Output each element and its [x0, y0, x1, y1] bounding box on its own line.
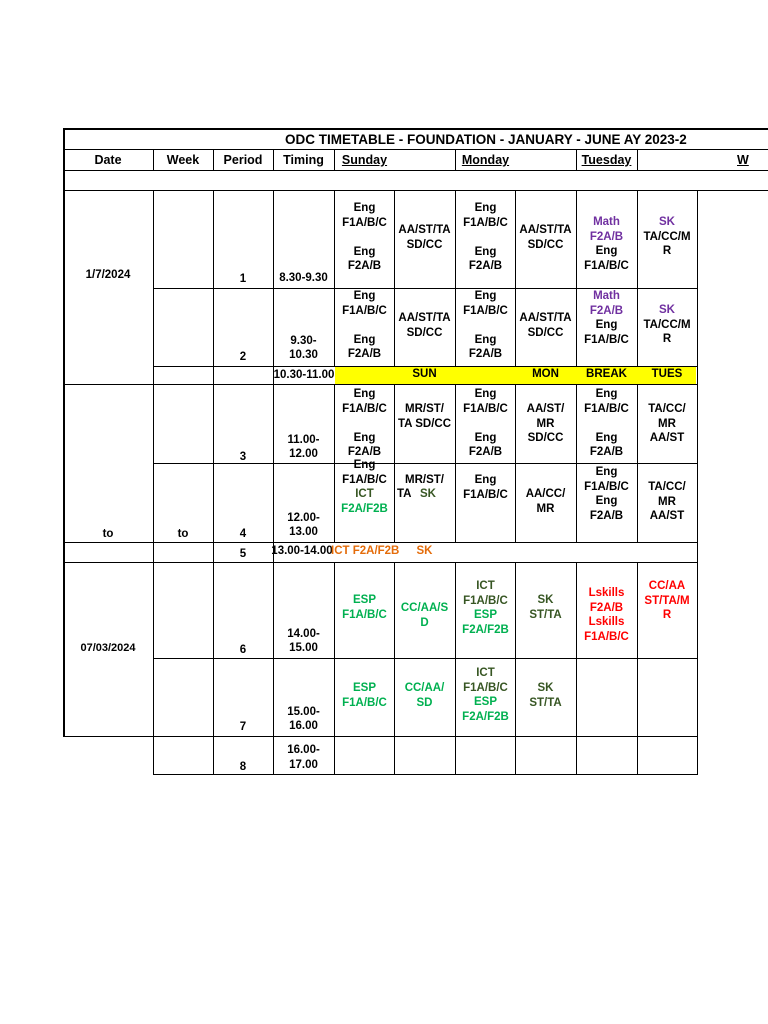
header-monday: Monday — [455, 149, 516, 170]
header-sunday: Sunday — [334, 149, 395, 170]
cell-line-p2-mon1: Eng — [474, 290, 497, 302]
timing-p4-end: 13.00 — [289, 526, 318, 538]
header-tuesday: Tuesday — [576, 149, 637, 170]
cell-line-p3-mon1: F1A/B/C — [463, 402, 508, 415]
cell-line-p1-tue1: F2A/B — [589, 230, 624, 243]
header-period: Period — [213, 149, 273, 170]
period-number: 1 — [239, 273, 247, 285]
cell-line-p4-tue2: AA/ST — [649, 510, 685, 522]
cell-line-p1-mon2: AA/ST/TA — [519, 224, 572, 236]
cell-line-p3-sun1: F2A/B — [347, 446, 382, 458]
cell-line-p2-mon1: Eng — [474, 333, 497, 346]
timing-p6-end: 15.00 — [289, 642, 318, 654]
cell-line-p1-tue1: F1A/B/C — [584, 259, 629, 272]
cell-line-p2-mon2: AA/ST/TA — [519, 312, 572, 324]
date-to: to — [102, 528, 114, 540]
cell-line-p4-sun1: F2A/F2B — [341, 502, 388, 515]
cell-line-p7-sun1: ESP — [352, 682, 376, 694]
cell-line-p1-tue1: Math — [593, 216, 620, 228]
cell-line-p3-sun2: TA SD/CC — [397, 417, 452, 430]
cell-line-p2-sun1: F1A/B/C — [342, 304, 387, 317]
cell-line-p1-sun1: Eng — [353, 202, 376, 214]
cell-line-p4-sun1: Eng — [353, 459, 376, 471]
timing-p6-start: 14.00- — [287, 628, 320, 640]
cell-line-p6-tue2: R — [662, 609, 672, 621]
cell-line-p1-mon1: Eng — [474, 245, 497, 258]
cell-line-p4-mon2: MR — [536, 502, 555, 515]
cell-line-p6-tue1: Lskills — [588, 587, 625, 599]
cell-line-p3-tue2: AA/ST — [649, 432, 685, 444]
cell-line-p4-sun1: F1A/B/C — [342, 473, 387, 486]
period-number: 5 — [239, 548, 247, 560]
cell-line-p1-sun2: AA/ST/TA — [398, 224, 451, 236]
cell-line-p3-sun1: F1A/B/C — [342, 402, 387, 415]
cell-line-p4-tue1: Eng — [595, 495, 618, 507]
period-number: 7 — [239, 721, 247, 733]
cell-line-p4-tue2: TA/CC/ — [648, 481, 686, 493]
cell-line-p3-mon2: SD/CC — [527, 432, 564, 444]
cell-line-p7-sun1: F1A/B/C — [342, 696, 387, 709]
cell-line-p6-mon1: F1A/B/C — [463, 594, 508, 607]
period-number: 3 — [239, 451, 247, 463]
cell-line-p6-tue2: ST/TA/M — [644, 594, 690, 607]
cell-line-p7-mon1: ICT — [476, 667, 495, 679]
timing-p5: 13.00-14.00 — [271, 545, 333, 557]
cell-line-p2-mon1: F2A/B — [468, 348, 503, 360]
cell-line-p1-mon1: F2A/B — [468, 260, 503, 272]
cell-line-p3-tue1: Eng — [595, 388, 618, 400]
cell-line-p2-sun1: Eng — [353, 290, 376, 302]
cell-line-p6-sun2: D — [420, 616, 429, 629]
cell-line-p4-mon1: F1A/B/C — [463, 488, 508, 501]
cell-line-p2-tue1: Eng — [595, 319, 618, 331]
break-label-mon: MON — [532, 368, 559, 380]
timing-p1: 8.30-9.30 — [279, 272, 328, 284]
cell-line-p3-mon2: AA/ST/ — [526, 403, 565, 415]
cell-line-p3-tue1: Eng — [595, 431, 618, 444]
cell-line-p3-sun2: MR/ST/ — [405, 403, 444, 415]
header-wednesday: W — [737, 149, 768, 170]
cell-line-p2-tue2: R — [662, 333, 672, 345]
timing-p2-start: 9.30- — [290, 335, 317, 347]
timing-p3-start: 11.00- — [287, 434, 320, 446]
timing-p3-end: 12.00 — [289, 448, 318, 460]
cell-line-p1-tue1: Eng — [595, 245, 618, 257]
cell-line-p3-mon1: F2A/B — [468, 446, 503, 458]
cell-line-p2-sun1: Eng — [353, 333, 376, 346]
date-end: 07/03/2024 — [80, 642, 136, 654]
cell-line-p7-mon2: ST/TA — [529, 696, 562, 709]
week-to: to — [177, 528, 189, 540]
cell-line-p1-sun2: SD/CC — [406, 238, 443, 251]
cell-line-p2-sun2: SD/CC — [406, 326, 443, 339]
cell-line-p3-mon1: Eng — [474, 388, 497, 400]
cell-line-p4-mon1: Eng — [474, 474, 497, 486]
header-week: Week — [153, 149, 213, 170]
cell-line-p2-tue1: F1A/B/C — [584, 333, 629, 346]
cell-line-p2-sun2: AA/ST/TA — [398, 312, 451, 324]
timing-p8-end: 17.00 — [289, 759, 318, 771]
cell-line-p1-mon2: SD/CC — [527, 238, 564, 251]
cell-line-p4-tue1: F2A/B — [589, 509, 624, 522]
cell-line-p3-tue1: F1A/B/C — [584, 402, 629, 415]
timing-p2-end: 10.30 — [289, 349, 318, 361]
cell-line-p4-tue1: F1A/B/C — [584, 480, 629, 493]
header-date: Date — [63, 149, 153, 170]
p5-ict-cell: ICT F2A/F2B — [331, 545, 400, 557]
cell-line-p3-sun1: Eng — [353, 388, 376, 400]
cell-line-p1-tue2: SK — [659, 216, 675, 228]
cell-line-p7-mon2: SK — [537, 682, 554, 694]
timing-p8-start: 16.00- — [287, 744, 320, 756]
cell-line-p4-mon2: AA/CC/ — [525, 488, 566, 500]
cell-line-p2-tue2: TA/CC/M — [643, 318, 691, 331]
cell-line-p3-tue2: MR — [658, 417, 676, 430]
cell-line-p1-tue2: R — [662, 245, 672, 257]
p4-sun-staff-1: MR/ST/ — [405, 474, 444, 486]
cell-line-p6-mon1: ESP — [473, 609, 497, 621]
cell-line-p6-tue1: F2A/B — [589, 601, 624, 614]
title-row — [63, 128, 768, 149]
cell-line-p6-mon1: ICT — [476, 580, 495, 592]
cell-line-p4-tue2: MR — [658, 495, 676, 508]
break-label-tues: TUES — [651, 368, 683, 380]
cell-line-p6-sun1: F1A/B/C — [342, 608, 387, 621]
timing-p4-start: 12.00- — [287, 512, 320, 524]
cell-line-p7-mon1: F1A/B/C — [463, 681, 508, 694]
cell-line-p1-sun1: Eng — [353, 245, 376, 258]
break-label-sun: SUN — [412, 368, 437, 380]
p4-sun-staff-sk: SK — [420, 488, 436, 500]
p4-sun-staff-2: TA — [397, 488, 412, 500]
period-number: 8 — [239, 761, 247, 773]
cell-line-p6-sun1: ESP — [352, 594, 376, 606]
timing-p7-start: 15.00- — [287, 706, 320, 718]
cell-line-p6-mon2: ST/TA — [529, 608, 562, 621]
cell-line-p3-tue1: F2A/B — [589, 446, 624, 458]
cell-line-p1-mon1: Eng — [474, 202, 497, 214]
cell-line-p4-sun1: ICT — [355, 488, 374, 500]
cell-line-p2-tue2: SK — [659, 304, 675, 316]
p5-sk-cell: SK — [416, 545, 433, 557]
cell-line-p6-mon2: SK — [537, 594, 554, 606]
cell-line-p6-mon1: F2A/F2B — [462, 623, 509, 636]
cell-line-p2-mon2: SD/CC — [527, 326, 564, 339]
cell-line-p7-sun2: SD — [416, 696, 433, 709]
timing-p7-end: 16.00 — [289, 720, 318, 732]
break-label-break: BREAK — [586, 368, 627, 380]
cell-line-p6-tue1: F1A/B/C — [584, 630, 629, 643]
cell-line-p2-tue1: F2A/B — [589, 304, 624, 317]
period-number: 4 — [239, 528, 247, 540]
page-title: ODC TIMETABLE - FOUNDATION - JANUARY - JUNE AY 2023-2 — [285, 132, 687, 147]
cell-line-p3-mon1: Eng — [474, 431, 497, 444]
cell-line-p1-sun1: F2A/B — [347, 260, 382, 272]
cell-line-p1-mon1: F1A/B/C — [463, 216, 508, 229]
cell-line-p7-sun2: CC/AA/ — [404, 682, 445, 694]
cell-line-p6-tue2: CC/AA — [648, 580, 686, 592]
cell-line-p1-sun1: F1A/B/C — [342, 216, 387, 229]
cell-line-p3-mon2: MR — [536, 417, 555, 430]
cell-line-p7-mon1: ESP — [473, 696, 497, 708]
cell-line-p2-sun1: F2A/B — [347, 348, 382, 360]
cell-line-p6-sun2: CC/AA/S — [400, 602, 449, 614]
cell-line-p7-mon1: F2A/F2B — [462, 710, 509, 723]
period-number: 2 — [239, 351, 247, 363]
cell-line-p3-sun1: Eng — [353, 431, 376, 444]
cell-line-p3-tue2: TA/CC/ — [648, 403, 686, 415]
timing-break: 10.30-11.00 — [273, 369, 335, 381]
cell-line-p2-tue1: Math — [593, 290, 620, 302]
cell-line-p6-tue1: Lskills — [588, 616, 625, 628]
cell-line-p4-tue1: Eng — [595, 466, 618, 478]
header-timing: Timing — [273, 149, 334, 170]
cell-line-p2-mon1: F1A/B/C — [463, 304, 508, 317]
cell-line-p1-tue2: TA/CC/M — [643, 230, 691, 243]
period-number: 6 — [239, 644, 247, 656]
date-start: 1/7/2024 — [85, 269, 131, 281]
